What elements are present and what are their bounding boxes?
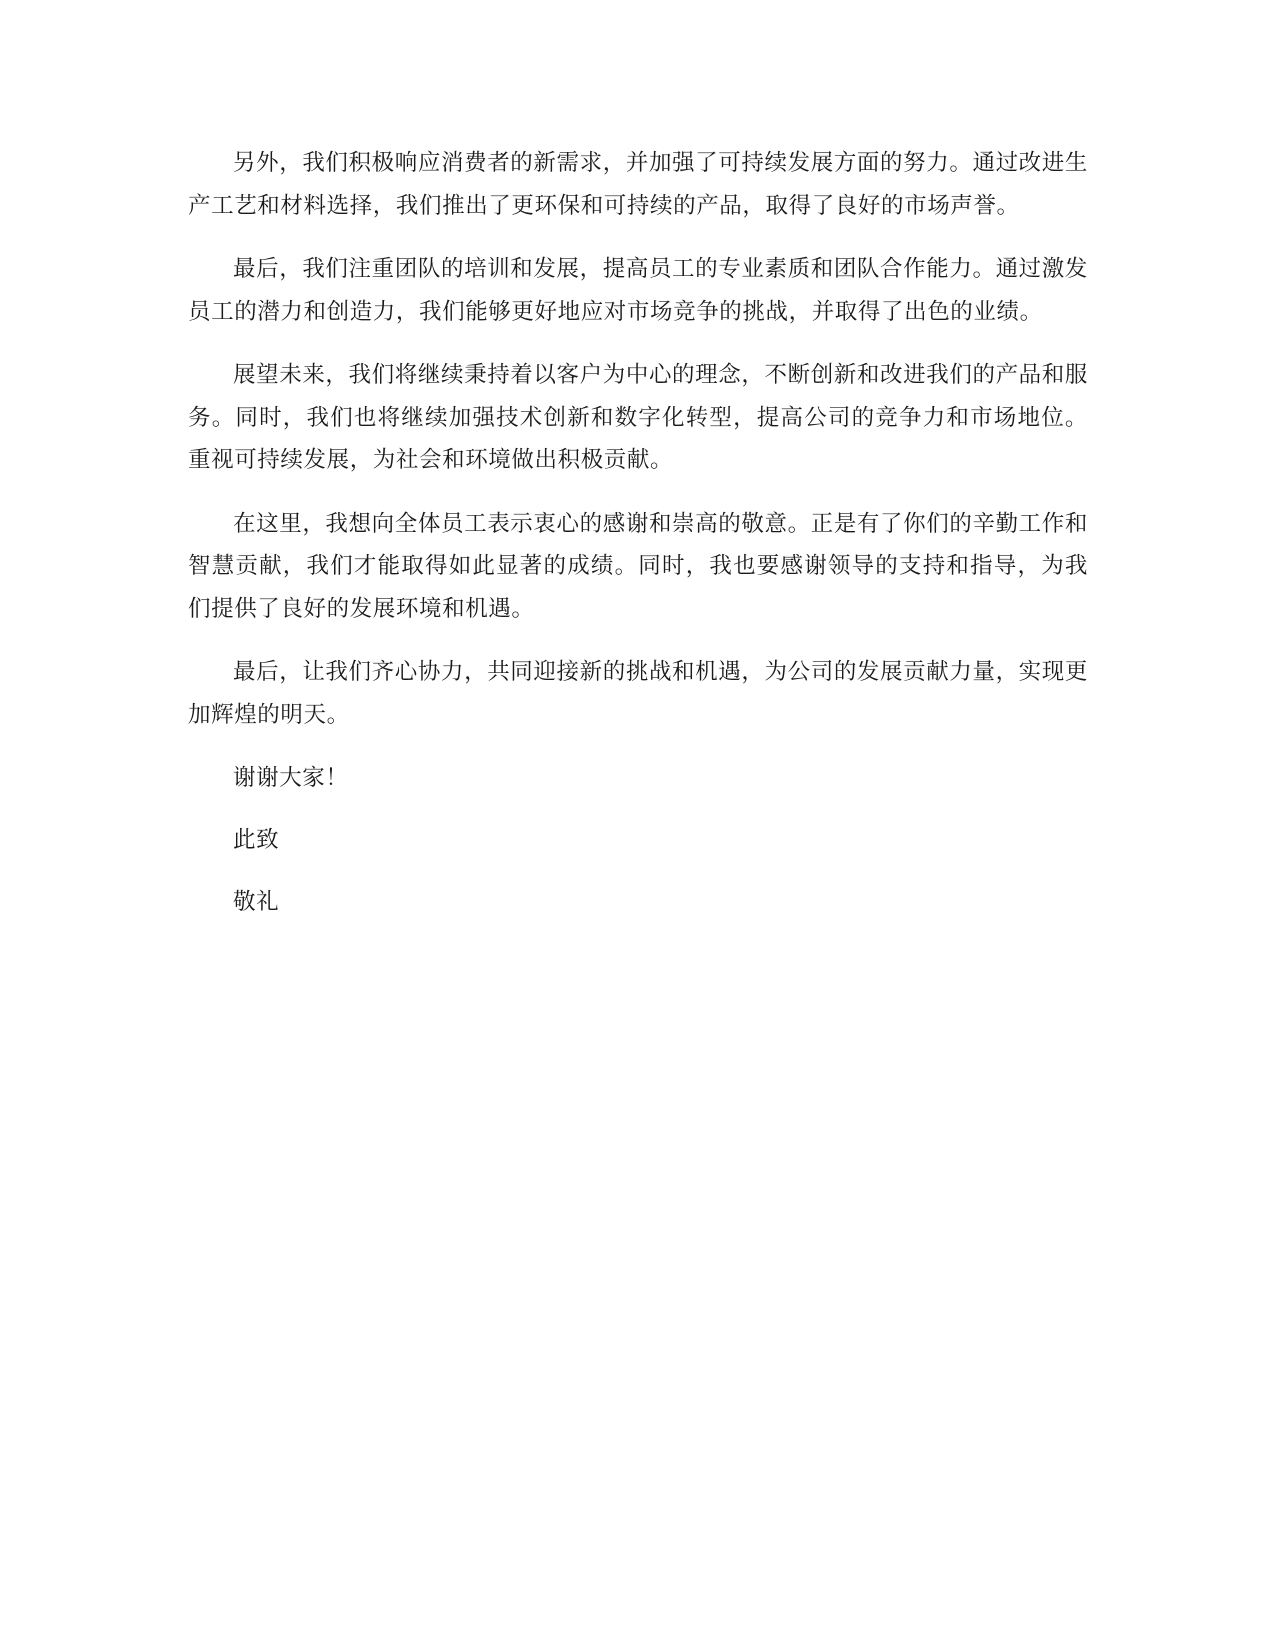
- closing-regards: 敬礼: [233, 889, 280, 915]
- paragraph-sustainability: 另外，我们积极响应消费者的新需求，并加强了可持续发展方面的努力。通过改进生产工艺和材料选择，我们推出了更环保和可持续的产品，取得了良好的市场声誉。: [188, 150, 1088, 219]
- paragraph-gratitude: 在这里，我想向全体员工表示衷心的感谢和崇高的敬意。正是有了你们的辛勤工作和智慧贡献，我们才能取得如此显著的成绩。同时，我也要感谢领导的支持和指导，为我们提供了良好的发展环境和机遇。: [188, 510, 1088, 622]
- thanks-line: 谢谢大家！: [233, 765, 349, 791]
- document-page: [188, 142, 1088, 943]
- paragraph-team-development: 最后，我们注重团队的培训和发展，提高员工的专业素质和团队合作能力。通过激发员工的潜力和创造力，我们能够更好地应对市场竞争的挑战，并取得了出色的业绩。: [188, 256, 1088, 325]
- paragraph-outlook: 展望未来，我们将继续秉持着以客户为中心的理念，不断创新和改进我们的产品和服务。同时，我们也将继续加强技术创新和数字化转型，提高公司的竞争力和市场地位。重视可持续发展，为社会和环境做出积极贡献。: [188, 362, 1088, 473]
- closing-salutation: 此致: [233, 827, 280, 853]
- paragraph-call-to-action: 最后，让我们齐心协力，共同迎接新的挑战和机遇，为公司的发展贡献力量，实现更加辉煌的明天。: [188, 659, 1088, 728]
